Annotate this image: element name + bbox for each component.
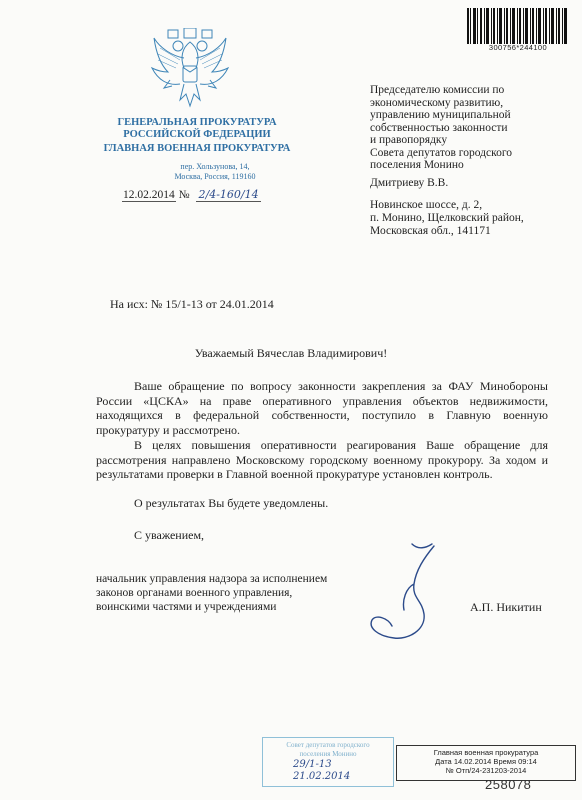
outgoing-date: 12.02.2014 xyxy=(123,189,175,201)
outgoing-number: 2/4-160/14 xyxy=(198,188,259,201)
incoming-stamp xyxy=(262,737,394,787)
incoming-stamp-number: 29/1-13 xyxy=(293,759,332,770)
recipient-line-7: поселения Монино xyxy=(370,159,464,171)
registration-id: 258078 xyxy=(485,777,532,792)
signer-name: А.П. Никитин xyxy=(470,600,542,614)
handwritten-signature xyxy=(348,540,458,650)
recipient-name: Дмитриеву В.В. xyxy=(370,177,449,189)
org-name-line3: ГЛАВНАЯ ВОЕННАЯ ПРОКУРАТУРА xyxy=(103,143,291,154)
incoming-stamp-date: 21.02.2014 xyxy=(293,771,351,782)
recipient-line-2: экономическому развитию, xyxy=(370,96,504,109)
org-address-line2: Москва, Россия, 119160 xyxy=(174,172,256,181)
signer-title-line3: воинскими частями и учреждениями xyxy=(96,601,277,613)
paragraph-1: Ваше обращение по вопросу законности закрепления за ФАУ Минобороны России «ЦСКА» на праве оперативного управления объектов недвижимости, находящихся в федеральной собственности, поступило в Главную военную прокуратуру и рассмотрено. xyxy=(96,379,548,437)
recipient-line-1: Председателю комиссии по xyxy=(370,84,505,96)
outgoing-date-number xyxy=(122,188,261,202)
signer-title-line2: законов органами военного управления, xyxy=(96,587,293,599)
registration-stamp-line3: № Отп/24-231203-2014 xyxy=(445,766,527,775)
registration-stamp-line1: Главная военная прокуратура xyxy=(433,748,539,757)
number-sign: № xyxy=(178,189,190,201)
recipient-line-4: собственностью законности xyxy=(370,121,508,134)
recipient-address-line1: Новинское шоссе, д. 2, xyxy=(370,199,483,211)
registration-stamp-line2: Дата 14.02.2014 Время 09:14 xyxy=(435,757,537,766)
org-address-line1: пер. Хользунова, 14, xyxy=(180,162,250,171)
barcode-icon xyxy=(466,8,570,44)
recipient-line-6: Совета депутатов городского xyxy=(370,146,513,159)
incoming-stamp-line1: Совет депутатов городского xyxy=(286,741,370,749)
org-name-line1: ГЕНЕРАЛЬНАЯ ПРОКУРАТУРА xyxy=(117,117,277,128)
state-emblem-icon xyxy=(150,28,230,112)
signer-title xyxy=(96,572,376,614)
salutation: Уважаемый Вячеслав Владимирович! xyxy=(194,346,388,360)
recipient-address-line2: п. Монино, Щелковский район, xyxy=(370,212,524,224)
recipient-line-5: и правопорядку xyxy=(370,134,448,146)
org-name-line2: РОССИЙСКОЙ ФЕДЕРАЦИИ xyxy=(123,129,271,140)
incoming-stamp-line2: поселения Монино xyxy=(299,750,357,758)
barcode-number: 300756*244100 xyxy=(488,43,548,52)
paragraph-2: В целях повышения оперативности реагирования Ваше обращение для рассмотрения направлено Московскому городскому военному прокурору. За ходом и результатами проверки в Главной военной прокуратуре установлен контроль. xyxy=(96,438,548,481)
recipient-address-line3: Московская обл., 141171 xyxy=(370,225,491,237)
recipient-line-3: управлению муниципальной xyxy=(370,109,511,121)
paragraph-3: О результатах Вы будете уведомлены. xyxy=(134,496,329,510)
signer-title-line1: начальник управления надзора за исполнением xyxy=(96,573,328,585)
closing: С уважением, xyxy=(134,528,205,542)
reference-line: На исх: № 15/1-13 от 24.01.2014 xyxy=(110,297,274,311)
registration-stamp xyxy=(396,745,576,781)
